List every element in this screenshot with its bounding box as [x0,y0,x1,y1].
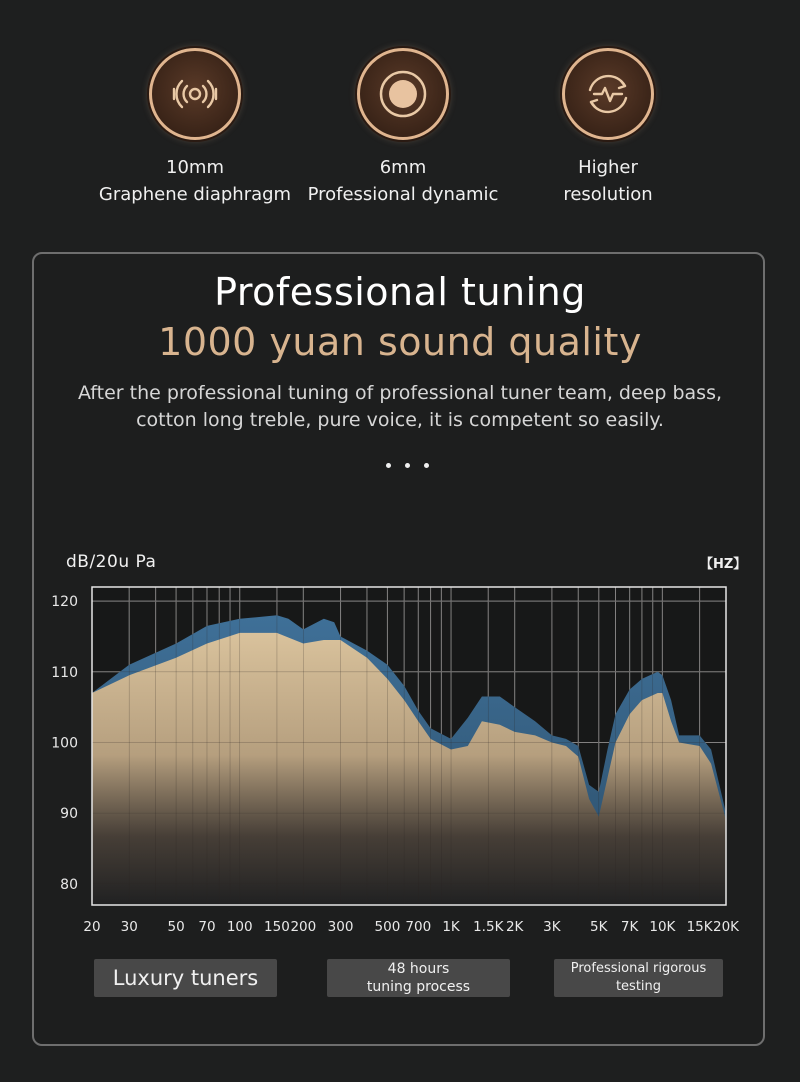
luxury-tuners-badge [94,959,277,997]
x-tick-label: 3K [543,919,561,935]
chart-x-unit: 【HZ】 [700,557,747,572]
heartbeat-refresh-icon [562,48,654,140]
y-tick-label: 120 [51,594,78,611]
ellipsis-dots [386,463,446,473]
badge-text: tuning process [366,979,471,995]
x-tick-label: 200 [290,919,317,935]
y-tick-label: 90 [60,806,78,823]
panel-description: After the professional tuning of professional tuner team, deep bass, cotton long treble, pure voice, it is competent so easily. [77,382,723,431]
y-tick-label: 100 [51,735,78,752]
x-tick-label: 300 [327,919,354,935]
x-tick-label: 7K [620,919,639,935]
x-tick-label: 20 [83,919,101,935]
x-tick-label: 2K [505,919,524,935]
badge-text: testing [615,979,662,994]
frequency-response-chart [40,575,760,955]
chart-y-unit: dB/20u Pa [66,552,157,572]
panel-subtitle: 1000 yuan sound quality [158,320,642,364]
feature-row [0,0,800,230]
x-tick-label: 100 [226,919,253,935]
feature-size: 6mm [379,157,427,178]
x-tick-label: 30 [120,919,138,935]
rigorous-testing-badge [554,959,723,997]
feature-size: Higher [578,157,638,178]
x-tick-label: 70 [198,919,216,935]
badge-text: Professional rigorous [570,961,707,976]
sound-wave-icon [149,48,241,140]
x-tick-label: 15K [686,919,713,935]
x-tick-label: 500 [374,919,401,935]
x-tick-label: 10K [649,919,676,935]
x-tick-label: 5K [590,919,608,935]
feature-graphene [90,48,300,208]
feature-label: Graphene diaphragm [98,184,292,205]
x-tick-label: 50 [167,919,185,935]
x-tick-label: 20K [712,919,740,935]
y-tick-label: 110 [51,664,78,681]
panel-title: Professional tuning [214,270,586,314]
dynamic-driver-icon [357,48,449,140]
feature-resolution [503,48,713,208]
x-tick-label: 150 [264,919,290,935]
feature-dynamic [298,48,508,208]
badge-text: 48 hours [387,961,450,977]
feature-size: 10mm [166,157,224,178]
x-tick-label: 1.5K [473,919,504,935]
x-tick-label: 1K [442,919,460,935]
y-tick-label: 80 [60,876,78,893]
feature-label: Professional dynamic [307,184,499,205]
badge-text: Luxury tuners [112,966,259,990]
x-tick-label: 700 [405,919,432,935]
feature-label: resolution [563,184,653,205]
tuning-process-badge [327,959,510,997]
